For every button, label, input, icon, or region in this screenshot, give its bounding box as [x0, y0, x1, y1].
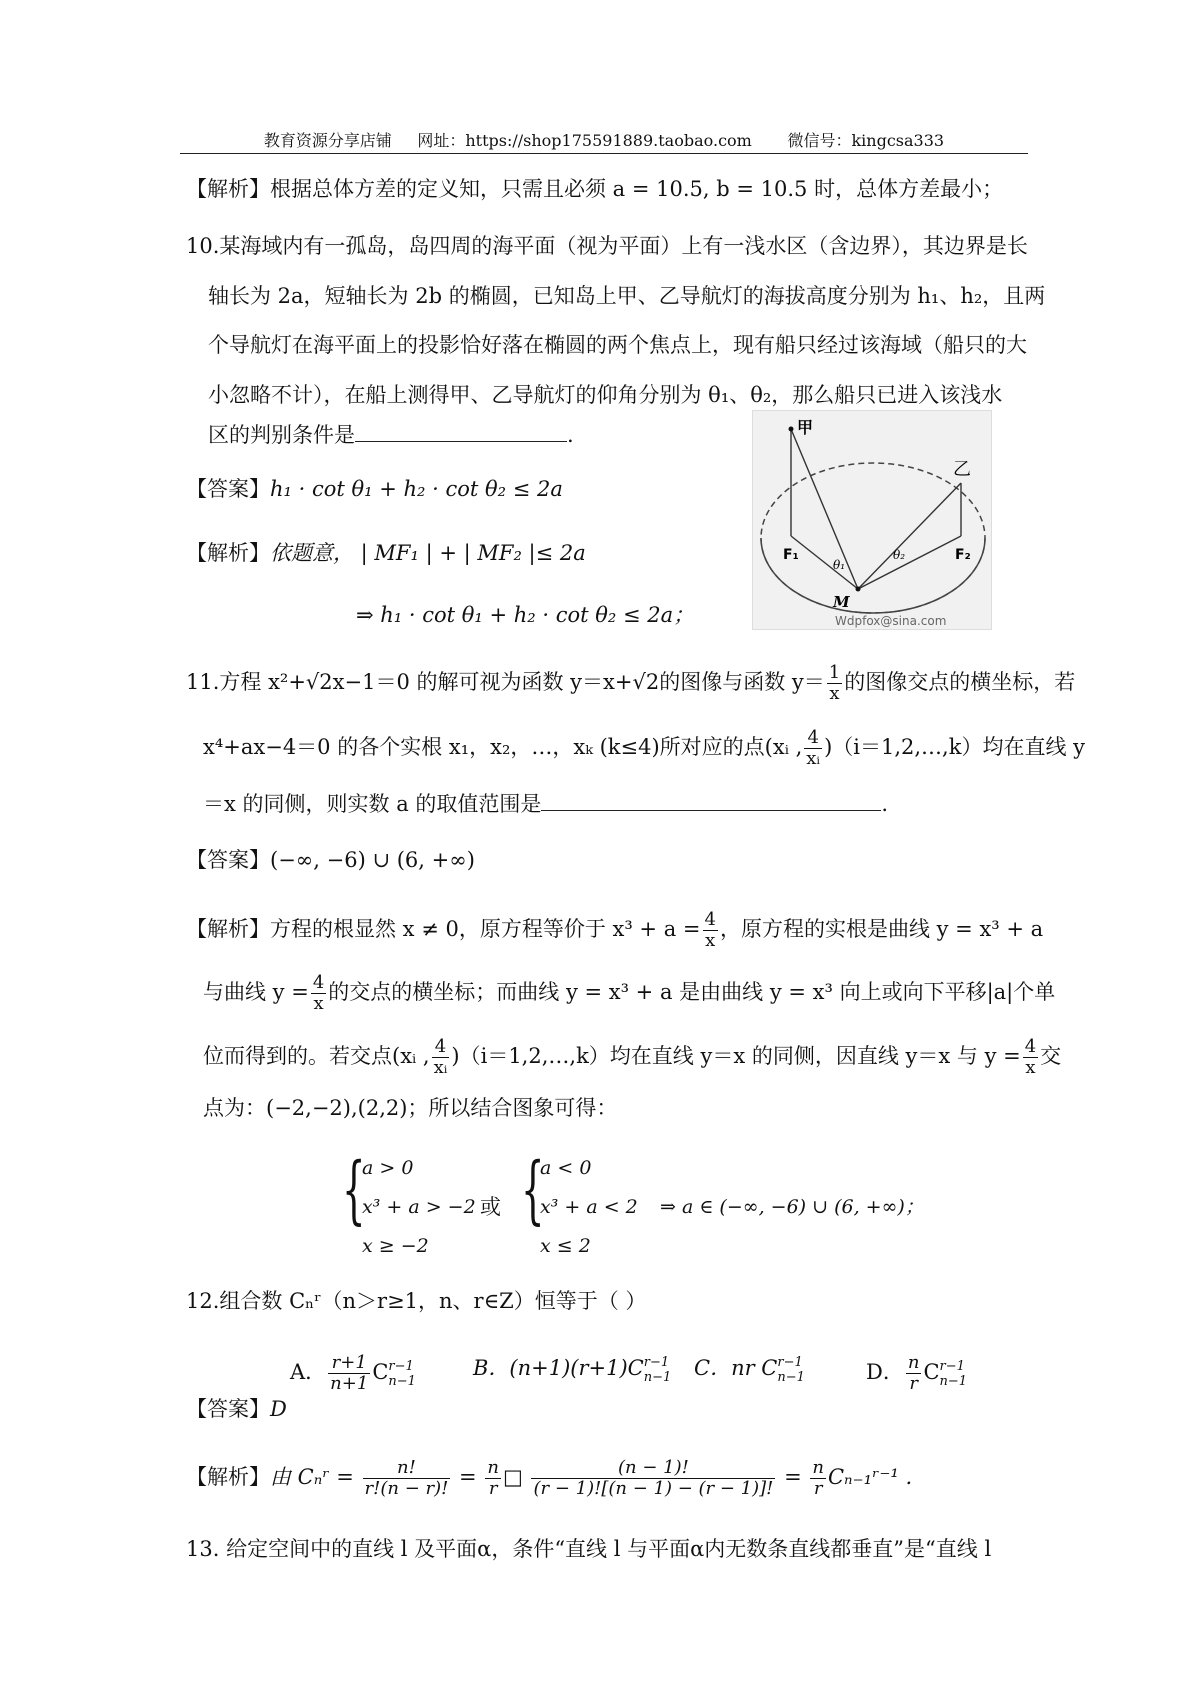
q12-option-b[interactable] [473, 1353, 671, 1385]
q11-line-3-end: . [881, 792, 889, 816]
frac-den: n+1 [330, 1373, 369, 1394]
q11-line-1b: 的图像交点的横坐标，若 [844, 670, 1076, 694]
frac-num: 4 [312, 972, 325, 993]
q11-line-1 [186, 663, 1075, 704]
q13-line-1: 13. 给定空间中的直线 l 及平面α，条件“直线 l 与平面α内无数条直线都垂直”是“直线 l [186, 1537, 992, 1561]
answer-tag: 【答案】 [186, 848, 270, 872]
frac-num: 4 [804, 728, 822, 749]
q12-analysis [186, 1458, 912, 1499]
sys1-line-3: x ≥ −2 [362, 1235, 429, 1257]
option-c: C [372, 1360, 389, 1384]
fraction [432, 1037, 450, 1078]
analysis-text: ，原方程的实根是曲线 y = x³ + a [719, 917, 1044, 941]
frac-num: (n − 1)! [531, 1458, 775, 1479]
q10-analysis-2 [356, 600, 694, 630]
option-label: A． [290, 1360, 327, 1384]
answer-tag: 【答案】 [186, 1397, 270, 1421]
label-yi: 乙 [953, 459, 971, 480]
frac-num: r+1 [328, 1353, 370, 1374]
sup: r−1 [388, 1358, 414, 1374]
sup: r−1 [777, 1354, 803, 1370]
fraction [363, 1458, 451, 1499]
analysis-text: 依题意， | MF₁ | + | MF₂ |≤ 2a [270, 541, 586, 565]
option-text: C．nr C [694, 1356, 778, 1380]
answer-blank[interactable] [541, 790, 881, 811]
sup-sub [777, 1355, 805, 1385]
watermark-text: Wdpfox@sina.com [835, 614, 947, 628]
label-f1: F₁ [783, 547, 799, 563]
label-f2: F₂ [955, 547, 971, 563]
sub: n−1 [643, 1369, 672, 1385]
sys2-line-2: x³ + a < 2 [540, 1196, 638, 1218]
q11-analysis-3 [203, 1037, 1061, 1078]
left-brace-1: { [342, 1147, 366, 1233]
sys1-line-1: a > 0 [362, 1157, 414, 1179]
header-shop: 教育资源分享店铺 [263, 131, 392, 150]
analysis-tag: 【解析】 [186, 541, 270, 565]
answer-blank[interactable] [355, 421, 567, 442]
point-m [856, 587, 861, 592]
q12-option-a[interactable] [290, 1353, 416, 1394]
frac-num: n [812, 1457, 824, 1478]
fraction [810, 1458, 826, 1499]
q12-option-d[interactable] [866, 1353, 967, 1394]
frac-num: 4 [432, 1037, 450, 1058]
fraction [703, 910, 718, 951]
analysis-tag: 【解析】 [186, 1465, 270, 1489]
conclusion: ⇒ a ∈ (−∞, −6) ∪ (6, +∞)； [660, 1196, 924, 1218]
q11-line-2 [203, 728, 1085, 769]
frac-num: n [907, 1352, 920, 1373]
answer-tag: 【答案】 [186, 477, 270, 501]
q10-figure [752, 410, 992, 630]
line-jia-m [791, 429, 858, 589]
option-text: B．(n+1)(r+1)C [473, 1356, 644, 1380]
q10-line-5 [208, 420, 574, 450]
sys2-line-3: x ≤ 2 [540, 1235, 591, 1257]
analysis-tag: 【解析】 [186, 177, 270, 201]
frac-den: r [909, 1373, 918, 1394]
left-brace-2: { [521, 1147, 545, 1233]
fraction [485, 1458, 501, 1499]
frac-den: r [488, 1478, 498, 1499]
label-jia: 甲 [797, 418, 814, 437]
q12-stem: 12.组合数 Cₙʳ（n＞r≥1，n、r∈Z）恒等于（ ） [186, 1289, 647, 1313]
ellipse-diagram [753, 411, 991, 629]
analysis-text: ⇒ h₁ · cot θ₁ + h₂ · cot θ₂ ≤ 2a； [356, 603, 695, 627]
label-theta1: θ₁ [833, 558, 846, 572]
frac-num: 1 [828, 662, 841, 683]
analysis-text: 根据总体方差的定义知，只需且必须 a = 10.5, b = 10.5 时，总体方差最小； [270, 177, 1004, 201]
frac-den: x [1025, 1057, 1036, 1078]
header-url: 网址：https://shop175591889.taobao.com [417, 131, 752, 150]
label-m: M [833, 593, 850, 611]
analysis-text: Cₙ₋₁ʳ⁻¹ . [827, 1465, 913, 1489]
line-f1-m [791, 536, 858, 589]
frac-num: n! [363, 1458, 451, 1479]
sup-sub [940, 1359, 968, 1389]
frac-den: r!(n − r)! [364, 1478, 449, 1499]
frac-num: 4 [704, 909, 716, 930]
q11-analysis-4: 点为：(−2,−2),(2,2)；所以结合图象可得： [203, 1096, 618, 1120]
sup: r−1 [643, 1354, 670, 1370]
q10-line-5-end: . [567, 423, 574, 447]
fraction [906, 1353, 922, 1394]
q9-analysis [186, 174, 1003, 204]
page-header [180, 128, 1028, 151]
analysis-text: 的交点的横坐标；而曲线 y = x³ + a 是由曲线 y = x³ 向上或向下平移|a|个单 [328, 980, 1056, 1004]
answer-text: h₁ · cot θ₁ + h₂ · cot θ₂ ≤ 2a [270, 477, 563, 501]
analysis-text: 交 [1040, 1044, 1062, 1068]
q11-line-2a: x⁴+ax−4＝0 的各个实根 x₁，x₂，…，xₖ (k≤4)所对应的点(xᵢ , [203, 735, 803, 759]
analysis-text: 位而得到的。若交点(xᵢ , [203, 1044, 430, 1068]
q11-line-2b: )（i＝1,2,…,k）均在直线 y [824, 735, 1085, 759]
frac-den: x [313, 993, 324, 1014]
q12-answer [186, 1394, 287, 1424]
analysis-text: 由 Cₙʳ = [270, 1465, 354, 1489]
equals-sign: = [459, 1465, 477, 1489]
q11-line-3 [203, 789, 888, 819]
q10-line-3: 个导航灯在海平面上的投影恰好落在椭圆的两个焦点上，现有船只经过该海域（船只的大 [208, 333, 1027, 357]
frac-den: xᵢ [433, 1057, 448, 1078]
sub: n−1 [388, 1373, 416, 1389]
fraction [531, 1458, 775, 1499]
frac-den: r [813, 1478, 823, 1499]
option-c: C [923, 1360, 940, 1384]
q11-analysis-2 [203, 973, 1055, 1014]
q10-line-1: 10.某海域内有一孤岛，岛四周的海平面（视为平面）上有一浅水区（含边界），其边界是长 [186, 234, 1028, 258]
analysis-tag: 【解析】 [186, 917, 270, 941]
frac-num: 4 [1024, 1036, 1037, 1057]
frac-den: (r − 1)![(n − 1) − (r − 1)]! [533, 1478, 774, 1499]
fraction [328, 1353, 370, 1394]
sys1-line-2: x³ + a > −2 [362, 1196, 476, 1218]
frac-den: xᵢ [806, 748, 821, 769]
fraction [1023, 1037, 1038, 1078]
analysis-text: )（i＝1,2,…,k）均在直线 y＝x 的同侧，因直线 y＝x 与 y = [451, 1044, 1021, 1068]
sub: n−1 [777, 1369, 805, 1385]
equals-sign: = [784, 1465, 802, 1489]
q10-line-4: 小忽略不计），在船上测得甲、乙导航灯的仰角分别为 θ₁、θ₂，那么船只已进入该浅水 [208, 383, 1003, 407]
q10-answer [186, 474, 563, 504]
answer-text: D [270, 1397, 287, 1421]
sys2-line-1: a < 0 [540, 1157, 592, 1179]
q11-line-3-text: ＝x 的同侧，则实数 a 的取值范围是 [203, 792, 542, 816]
option-label: D． [866, 1360, 904, 1384]
q11-line-1a: 11.方程 x²+√2x−1＝0 的解可视为函数 y＝x+√2的图像与函数 y＝ [186, 670, 825, 694]
q10-analysis-1 [186, 538, 586, 568]
answer-text: (−∞, −6) ∪ (6, +∞) [270, 848, 475, 872]
line-f2-m [858, 536, 961, 589]
label-theta2: θ₂ [893, 548, 906, 562]
sup: r−1 [939, 1358, 965, 1374]
line-yi-m [858, 483, 961, 589]
q11-answer [186, 845, 475, 875]
fraction [804, 728, 822, 769]
fraction [311, 973, 326, 1014]
missing-glyph: □ [502, 1465, 523, 1489]
frac-den: x [829, 683, 840, 704]
q11-analysis-1 [186, 910, 1043, 951]
frac-den: x [705, 930, 716, 951]
analysis-text: 与曲线 y = [203, 980, 309, 1004]
header-divider [180, 153, 1028, 154]
point-jia [789, 427, 794, 432]
q10-line-5-text: 区的判别条件是 [208, 423, 355, 447]
sup-sub [388, 1359, 416, 1389]
q12-option-c[interactable] [694, 1353, 805, 1385]
q10-line-2: 轴长为 2a，短轴长为 2b 的椭圆，已知岛上甲、乙导航灯的海拔高度分别为 h₁、h₂，且两 [208, 284, 1046, 308]
header-wechat: 微信号：kingcsa333 [787, 131, 945, 150]
fraction [827, 663, 842, 704]
sub: n−1 [939, 1373, 968, 1389]
sup-sub [644, 1355, 672, 1385]
or-word: 或 [480, 1195, 501, 1219]
analysis-text: 方程的根显然 x ≠ 0，原方程等价于 x³ + a = [270, 917, 701, 941]
frac-num: n [487, 1457, 499, 1478]
